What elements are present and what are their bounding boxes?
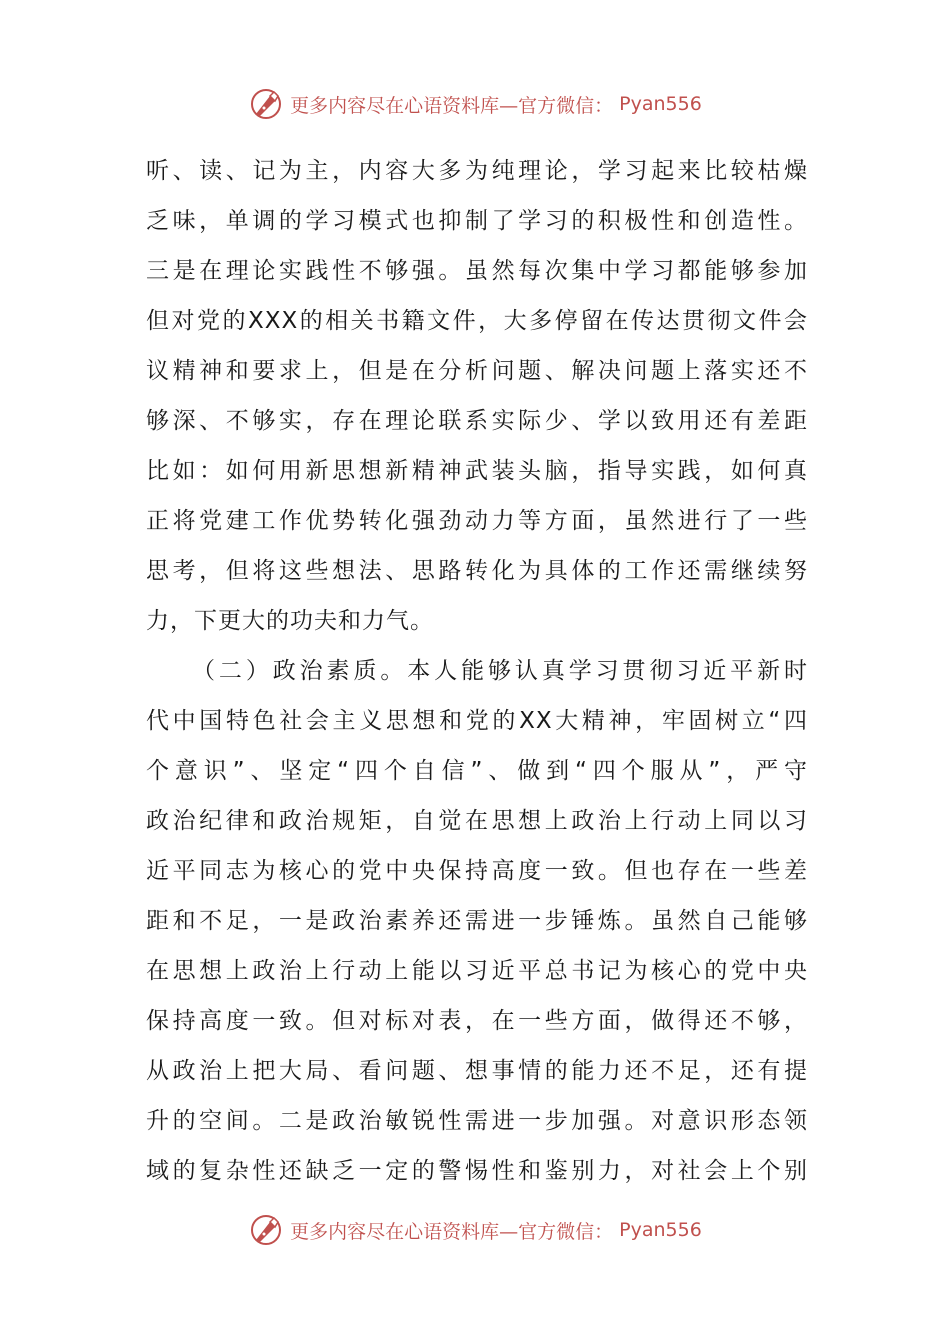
body-line: 在思想上政治上行动上能以习近平总书记为核心的党中央	[146, 958, 808, 984]
header-watermark-text: 更多内容尽在心语资料库—官方微信：	[290, 94, 614, 117]
pen-nib-logo-icon	[248, 86, 284, 122]
body-line: 力，下更大的功夫和力气。	[146, 608, 434, 634]
body-line: 三是在理论实践性不够强。虽然每次集中学习都能够参加	[146, 258, 808, 284]
body-line: 近平同志为核心的党中央保持高度一致。但也存在一些差	[146, 858, 808, 884]
body-line: 升的空间。二是政治敏锐性需进一步加强。对意识形态领	[146, 1108, 808, 1134]
body-line: 够深、不够实，存在理论联系实际少、学以致用还有差距	[146, 408, 808, 434]
body-line: 乏味，单调的学习模式也抑制了学习的积极性和创造性。	[146, 208, 808, 234]
body-line: 听、读、记为主，内容大多为纯理论，学习起来比较枯燥	[146, 158, 808, 184]
pen-nib-logo-icon	[248, 1212, 284, 1248]
body-line: 距和不足，一是政治素养还需进一步锤炼。虽然自己能够	[146, 908, 808, 934]
body-line: 议精神和要求上，但是在分析问题、解决问题上落实还不	[146, 358, 808, 384]
section-heading-line: （二）政治素质。本人能够认真学习贯彻习近平新时	[192, 658, 808, 684]
header-wechat-id: Pyan556	[619, 93, 702, 115]
body-line: 个意识”、坚定“四个自信”、做到“四个服从”，严守	[146, 758, 808, 784]
body-line: 保持高度一致。但对标对表，在一些方面，做得还不够，	[146, 1008, 808, 1034]
body-line: 域的复杂性还缺乏一定的警惕性和鉴别力，对社会上个别	[146, 1158, 808, 1184]
document-body	[146, 146, 808, 1196]
footer-wechat-id: Pyan556	[619, 1219, 702, 1241]
body-line: 但对党的XXX的相关书籍文件，大多停留在传达贯彻文件会	[146, 308, 808, 334]
body-line: 政治纪律和政治规矩，自觉在思想上政治上行动上同以习	[146, 808, 808, 834]
page-footer-watermark	[0, 1212, 950, 1248]
page-header-watermark	[0, 86, 950, 122]
body-line: 代中国特色社会主义思想和党的XX大精神，牢固树立“四	[146, 708, 808, 734]
body-line: 思考，但将这些想法、思路转化为具体的工作还需继续努	[146, 558, 808, 584]
body-line: 从政治上把大局、看问题、想事情的能力还不足，还有提	[146, 1058, 808, 1084]
body-line: 正将党建工作优势转化强劲动力等方面，虽然进行了一些	[146, 508, 808, 534]
body-line: 比如：如何用新思想新精神武装头脑，指导实践，如何真	[146, 458, 808, 484]
footer-watermark-text: 更多内容尽在心语资料库—官方微信：	[290, 1220, 614, 1243]
